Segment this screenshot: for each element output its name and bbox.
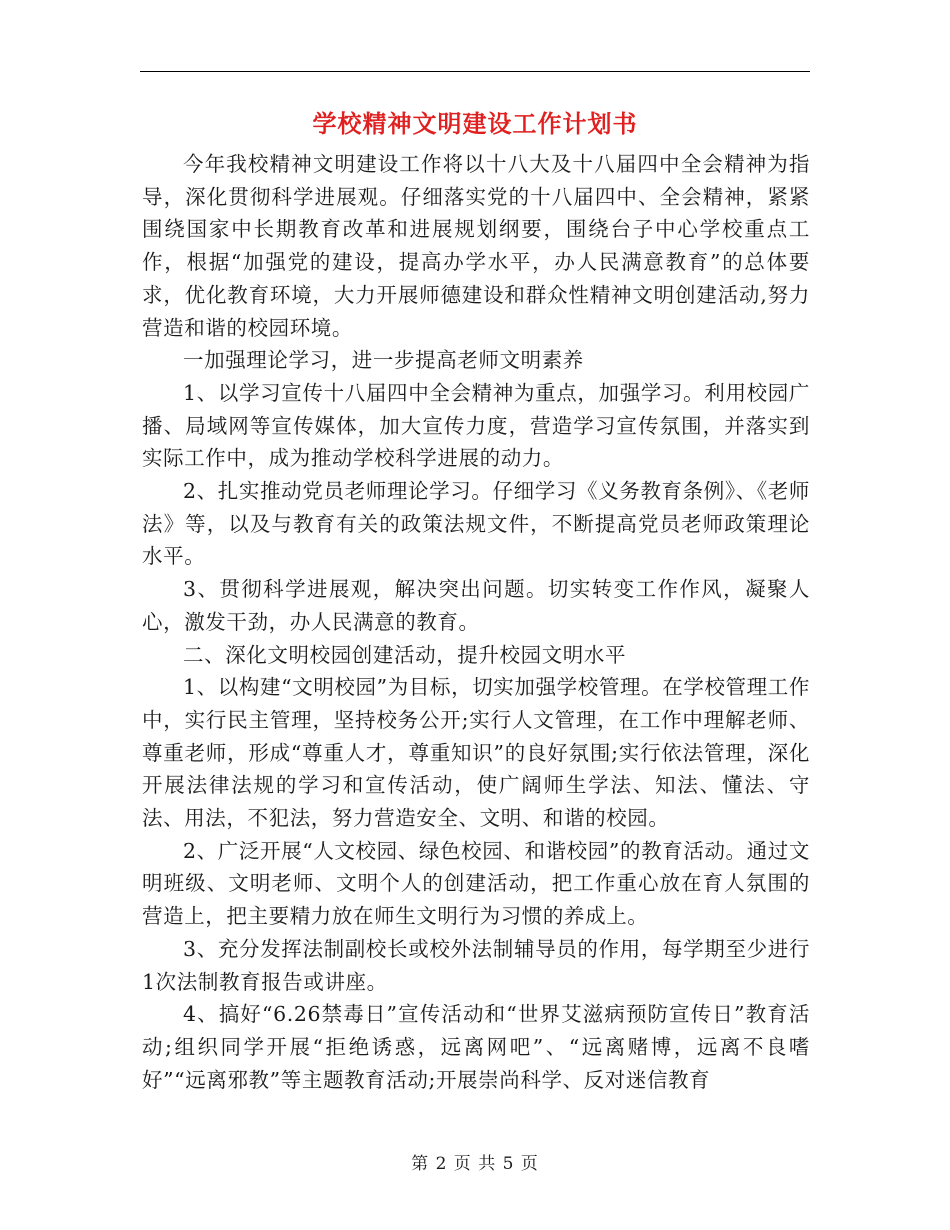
section-1-item-1: 1、以学习宣传十八届四中全会精神为重点，加强学习。利用校园广播、局域网等宣传媒体，加大宣传力度，营造学习宣传氛围，并落实到实际工作中，成为推动学校科学进展的动力。 bbox=[142, 380, 810, 471]
section-2-item-1: 1、以构建“文明校园”为目标，切实加强学校管理。在学校管理工作中，实行民主管理，坚持校务公开;实行人文管理，在工作中理解老师、尊重老师，形成“尊重人才，尊重知识”的良好氛围;实行依法管理，深化开展法律法规的学习和宣传活动，使广阔师生学法、知法、懂法、守法、用法，不犯法，努力营造安全、文明、和谐的校园。 bbox=[142, 675, 810, 831]
section-heading-2: 二、深化文明校园创建活动，提升校园文明水平 bbox=[183, 642, 627, 667]
section-2-item-4: 4、搞好“6.26禁毒日”宣传活动和“世界艾滋病预防宣传日”教育活动;组织同学开展“拒绝诱惑，远离网吧”、“远离赌博，远离不良嗜好”“远离邪教”等主题教育活动;开展崇尚科学、反对迷信教育 bbox=[142, 1002, 810, 1092]
section-2-item-3: 3、充分发挥法制副校长或校外法制辅导员的作用，每学期至少进行1次法制教育报告或讲座。 bbox=[142, 936, 810, 994]
document-title: 学校精神文明建设工作计划书 bbox=[312, 109, 638, 138]
section-1-item-2: 2、扎实推动党员老师理论学习。仔细学习《义务教育条例》、《老师法》等，以及与教育有关的政策法规文件，不断提高党员老师政策理论水平。 bbox=[142, 479, 810, 569]
page-indicator: 第 2 页 共 5 页 bbox=[411, 1154, 539, 1174]
section-1-item-3: 3、贯彻科学进展观，解决突出问题。切实转变工作作风，凝聚人心，激发干劲，办人民满意的教育。 bbox=[142, 577, 810, 634]
section-heading-1: 一加强理论学习，进一步提高老师文明素养 bbox=[183, 348, 584, 373]
intro-paragraph: 今年我校精神文明建设工作将以十八大及十八届四中全会精神为指导，深化贯彻科学进展观。仔细落实党的十八届四中、全会精神，紧紧围绕国家中长期教育改革和进展规划纲要，围绕台子中心学校重点工作，根据“加强党的建设，提高办学水平，办人民满意教育”的总体要求，优化教育环境，大力开展师德建设和群众性精神文明创建活动,努力营造和谐的校园环境。 bbox=[142, 152, 810, 340]
document-body bbox=[142, 148, 810, 1096]
section-2-item-2: 2、广泛开展“人文校园、绿色校园、和谐校园”的教育活动。通过文明班级、文明老师、文明个人的创建活动，把工作重心放在育人氛围的营造上，把主要精力放在师生文明行为习惯的养成上。 bbox=[142, 838, 810, 929]
header-rule bbox=[140, 71, 810, 72]
